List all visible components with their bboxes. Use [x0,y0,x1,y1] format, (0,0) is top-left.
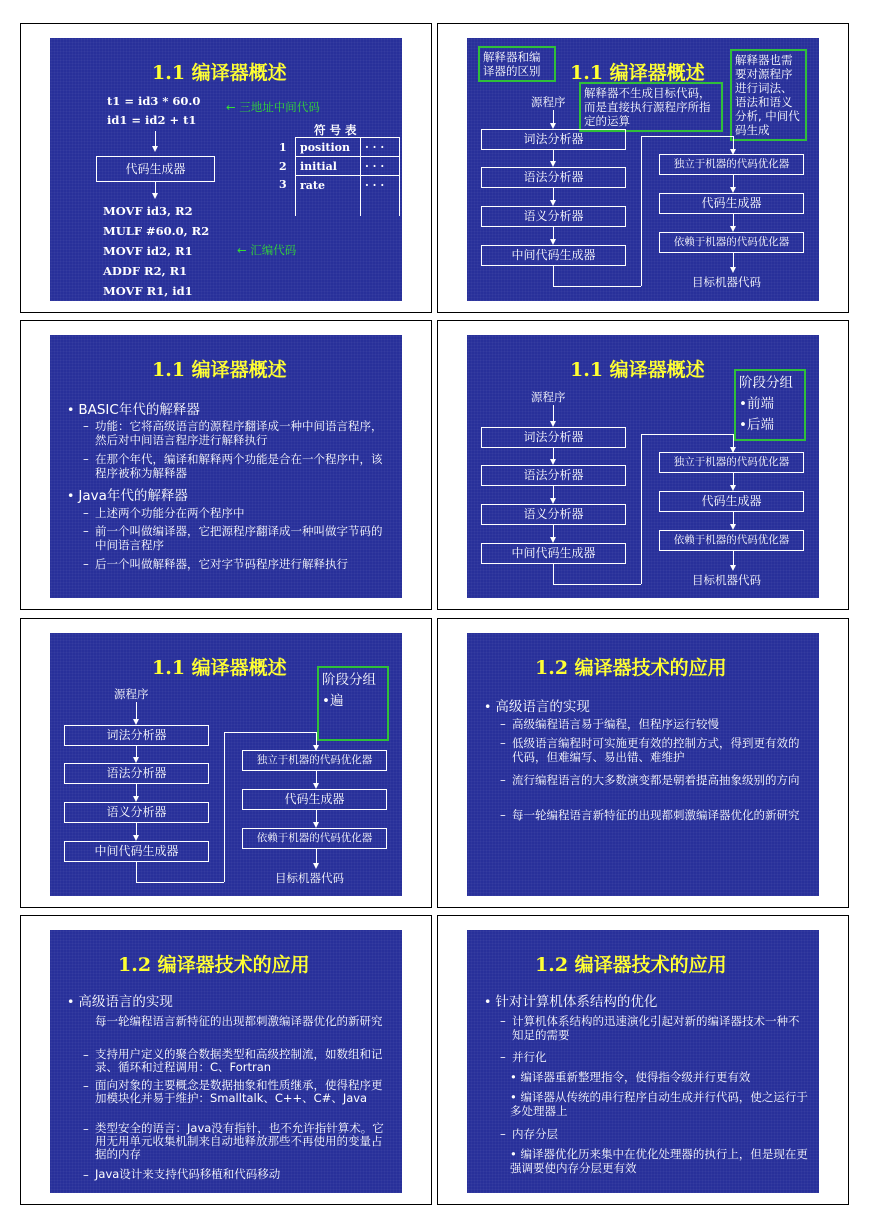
slide-title: 1.2 编译器技术的应用 [535,954,727,976]
down-arrow-icon [730,267,736,273]
slide-cell-8 [437,915,849,1205]
phase-group-box [734,369,806,441]
sub-bullet-function: 功能：它将高级语言的源程序翻译成一种中间语言程序，然后对中间语言程序进行解释执行 [95,419,383,447]
dot-bullet: • 编译器优化历来集中在优化处理器的执行上，但是现在更强调要使内存分层更有效 [510,1147,808,1175]
group-title: 阶段分组 [322,672,376,688]
sub-dash: – [83,524,89,538]
bullet-hll-impl: • 高级语言的实现 [484,699,590,715]
connector-line [224,732,225,882]
flow-box-lexer: 词法分析器 [64,725,209,746]
tag-interp-no-target: 解释器不生成目标代码，而是直接执行源程序所指定的运算 [579,82,723,132]
connector-line [641,434,734,435]
slide-2 [467,38,819,301]
connector-line [641,136,734,137]
slide-cell-1 [20,23,432,313]
sub-bullet-memory: 内存分层 [512,1127,558,1141]
flow-box-dep-opt: 依赖于机器的代码优化器 [659,232,804,253]
down-arrow-icon [152,146,158,152]
flow-box-irgen: 中间代码生成器 [481,543,626,564]
arrow-line [733,136,734,150]
group-item-backend: •后端 [739,417,774,433]
connector-line [553,266,554,286]
sub-dash: – [500,1050,506,1064]
sub-dash: – [83,1122,89,1136]
arrow-line [733,434,734,448]
slide-title: 1.2 编译器技术的应用 [118,954,310,976]
connector-line [553,584,641,585]
bullet-text: BASIC年代的解释器 [78,402,200,418]
sub-bullet: 面向对象的主要概念是数据抽象和性质继承，使得程序更加模块化并易于维护：Smalltalk、C++、C#、Java [95,1078,383,1105]
connector-line [641,434,642,584]
symbol-name: position [296,138,361,157]
connector-line [553,564,554,584]
bullet-arch-opt: • 针对计算机体系结构的优化 [484,994,658,1010]
connector-line [641,136,642,286]
slide-title: 1.1 编译器概述 [152,657,287,679]
target-label: 目标机器代码 [692,275,761,289]
bullet-basic: • BASIC年代的解释器 [67,402,200,418]
flow-box-codegen: 代码生成器 [659,193,804,214]
group-item-frontend: •前端 [739,396,774,412]
flow-box-parser: 语法分析器 [64,763,209,784]
asm-note: ← 汇编代码 [237,243,297,257]
sub-bullet: 流行编程语言的大多数演变都是朝着提高抽象级别的方向 [512,773,800,787]
asm-line: MOVF R1, id1 [103,284,193,298]
slide-title: 1.2 编译器技术的应用 [535,657,727,679]
connector-line [224,732,317,733]
arrow-line [155,131,156,147]
source-label: 源程序 [531,95,566,109]
slide-1 [50,38,402,301]
sub-bullet-compiler: 前一个叫做编译器，它把源程序翻译成一种叫做字节码的中间语言程序 [95,524,383,552]
arrow-line [733,253,734,268]
sub-dash: – [83,1048,89,1062]
flow-box-semantic: 语义分析器 [481,206,626,227]
sub-bullet: 高级编程语言易于编程，但程序运行较慢 [512,717,719,731]
flow-box-semantic: 语义分析器 [64,802,209,823]
down-arrow-icon [152,193,158,199]
slide-cell-2 [437,23,849,313]
slide-title: 1.1 编译器概述 [570,359,705,381]
slide-cell-4 [437,320,849,610]
sub-bullet: 低级语言编程时可实施更有效的控制方式，得到更有效的代码，但难编写、易出错、难维护 [512,736,800,764]
connector-line [136,882,224,883]
intro-text: 每一轮编程语言新特征的出现都刺激编译器优化的新研究 [95,1014,383,1028]
slide-title: 1.1 编译器概述 [152,359,287,381]
symbol-name: initial [296,157,361,176]
sub-dash: – [500,1014,506,1028]
slide-3 [50,335,402,598]
connector-line [136,862,137,882]
row-index: 3 [279,178,287,192]
symbol-table [275,137,400,216]
flow-box-indep-opt: 独立于机器的代码优化器 [242,750,387,771]
arrow-line [316,732,317,746]
flow-box-dep-opt: 依赖于机器的代码优化器 [242,828,387,849]
group-item-pass: •遍 [322,693,344,709]
asm-line: MULF #60.0, R2 [103,224,210,238]
flow-box-semantic: 语义分析器 [481,504,626,525]
flow-box-dep-opt: 依赖于机器的代码优化器 [659,530,804,551]
sub-bullet: 每一轮编程语言新特征的出现都刺激编译器优化的新研究 [512,808,800,822]
slide-cell-5 [20,618,432,908]
down-arrow-icon [730,565,736,571]
target-label: 目标机器代码 [275,871,344,885]
flow-box-indep-opt: 独立于机器的代码优化器 [659,452,804,473]
codegen-box: 代码生成器 [96,156,215,182]
bullet-text: 高级语言的实现 [495,699,590,715]
sub-dash: – [500,773,506,787]
table-row [275,176,400,195]
dot-bullet: • 编译器从传统的串行程序自动生成并行代码，使之运行于多处理器上 [510,1090,808,1118]
arrow-line [316,849,317,864]
sub-dash: – [83,452,89,466]
bullet-text: 高级语言的实现 [78,994,173,1010]
tag-interp-vs-compiler: 解释器和编译器的区别 [478,46,556,82]
row-index: 2 [279,159,287,173]
sub-bullet-parallel: 并行化 [512,1050,547,1064]
slide-title: 1.1 编译器概述 [152,62,287,84]
sub-dash: – [83,557,89,571]
sub-dash: – [500,736,506,750]
arrow-line [733,551,734,566]
symbol-attrs: · · · [361,176,400,195]
sub-bullet: 类型安全的语言：Java没有指针，也不允许指针算术。它用无用单元收集机制来自动地释放那些不再使用的变量占据的内存 [95,1121,384,1161]
group-title: 阶段分组 [739,375,793,391]
arrow-line [553,405,554,422]
flow-box-parser: 语法分析器 [481,465,626,486]
flow-box-parser: 语法分析器 [481,167,626,188]
slide-cell-7 [20,915,432,1205]
symbol-name: rate [296,176,361,195]
slide-4 [467,335,819,598]
slide-6 [467,633,819,896]
bullet-hll-impl: • 高级语言的实现 [67,994,173,1010]
arrow-line [553,110,554,124]
source-label: 源程序 [114,687,149,701]
tag-interp-analysis: 解释器也需要对源程序进行词法、语法和语义分析, 中间代码生成 [730,49,807,141]
flow-box-irgen: 中间代码生成器 [481,245,626,266]
sub-dash: – [500,1127,506,1141]
code-line: id1 = id2 + t1 [107,113,197,127]
arrow-line [136,702,137,720]
flow-box-codegen: 代码生成器 [242,789,387,810]
symtab-title: 符 号 表 [314,123,357,137]
connector-line [553,286,641,287]
asm-line: MOVF id3, R2 [103,204,193,218]
asm-line: ADDF R2, R1 [103,264,188,278]
sub-dash: – [500,808,506,822]
table-row [275,157,400,176]
sub-dash: – [83,419,89,433]
sub-bullet: Java设计来支持代码移植和代码移动 [95,1167,281,1181]
slide-cell-6 [437,618,849,908]
dot-bullet: • 编译器重新整理指令，使得指令级并行更有效 [510,1070,751,1084]
down-arrow-icon [313,863,319,869]
bullet-text: Java年代的解释器 [78,488,188,504]
slide-8 [467,930,819,1193]
slide-title: 1.1 编译器概述 [570,62,705,84]
phase-group-box [317,666,389,741]
sub-dash: – [83,1168,89,1182]
sub-bullet-combined: 在那个年代，编译和解释两个功能是合在一个程序中，该程序被称为解释器 [95,452,383,480]
slide-cell-3 [20,320,432,610]
row-index: 1 [279,140,287,154]
sub-dash: – [500,717,506,731]
flow-box-codegen: 代码生成器 [659,491,804,512]
flow-box-irgen: 中间代码生成器 [64,841,209,862]
symbol-attrs: · · · [361,157,400,176]
asm-line: MOVF id2, R1 [103,244,193,258]
source-label: 源程序 [531,390,566,404]
sub-dash: – [83,1079,89,1093]
symbol-attrs: · · · [361,138,400,157]
slide-5 [50,633,402,896]
bullet-text: 针对计算机体系结构的优化 [495,994,658,1010]
slide-7 [50,930,402,1193]
flow-box-lexer: 词法分析器 [481,129,626,150]
code-line: t1 = id3 * 60.0 [107,94,201,108]
flow-box-indep-opt: 独立于机器的代码优化器 [659,154,804,175]
bullet-java: • Java年代的解释器 [67,488,188,504]
sub-bullet-interpreter: 后一个叫做解释器，它对字节码程序进行解释执行 [95,557,348,571]
flow-box-lexer: 词法分析器 [481,427,626,448]
sub-bullet-split: 上述两个功能分在两个程序中 [95,506,245,520]
target-label: 目标机器代码 [692,573,761,587]
sub-bullet: 计算机体系结构的迅速演化引起对新的编译器技术一种不知足的需要 [512,1014,800,1042]
three-address-note: ← 三地址中间代码 [226,100,320,114]
sub-bullet: 支持用户定义的聚合数据类型和高级控制流，如数组和记录、循环和过程调用：C、Fortran [95,1047,383,1074]
sub-dash: – [83,506,89,520]
table-row [275,138,400,157]
